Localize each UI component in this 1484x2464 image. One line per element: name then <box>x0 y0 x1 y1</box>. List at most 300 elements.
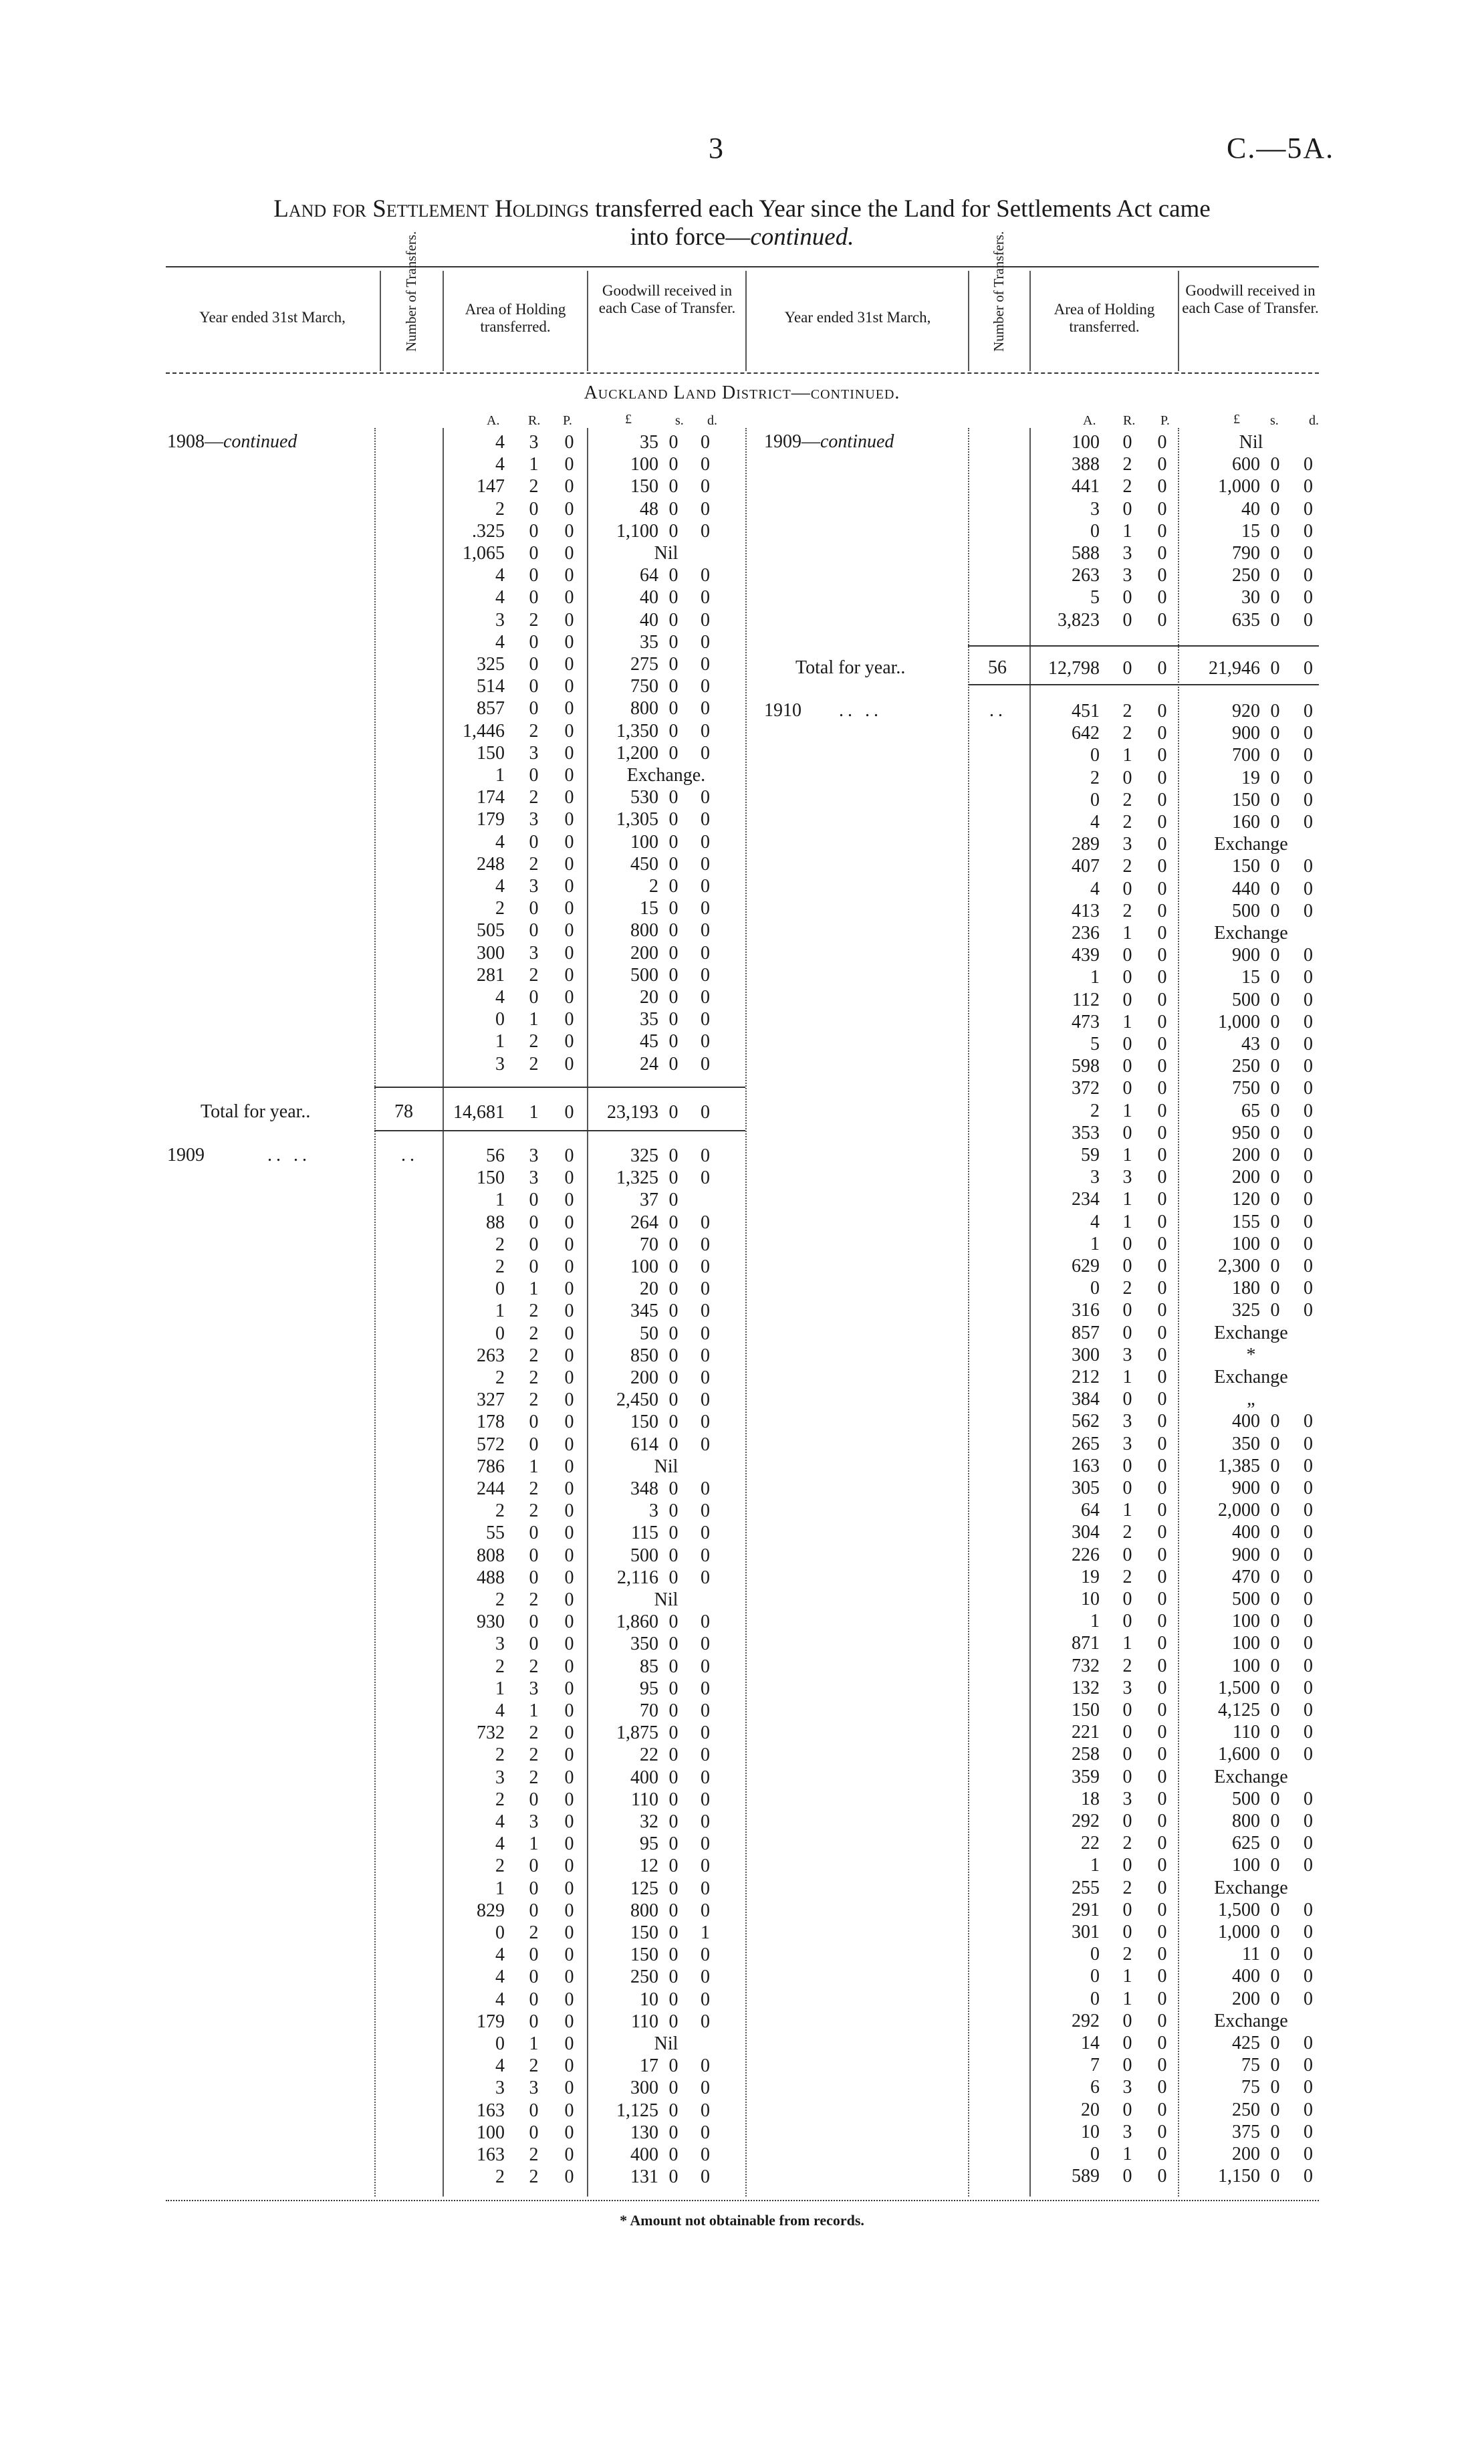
cell-goodwill-shillings: 0 <box>668 1234 678 1255</box>
cell-area-perches: 0 <box>1157 1034 1167 1054</box>
cell-area-perches: 0 <box>564 1678 574 1699</box>
cell-area-roods: 1 <box>1122 1011 1132 1032</box>
cell-area-acres: 3 <box>495 1053 505 1075</box>
cell-goodwill-pence: 0 <box>1304 1855 1313 1876</box>
cell-area-roods: 0 <box>529 1611 539 1633</box>
cell-goodwill-shillings: 0 <box>668 2144 678 2165</box>
cell-goodwill-pounds: 2 <box>649 876 658 897</box>
cell-area-acres: 2 <box>495 1789 505 1810</box>
cell-goodwill-shillings: 0 <box>1270 967 1280 988</box>
cell-area-roods: 2 <box>1122 1877 1132 1898</box>
cell-goodwill-pounds: 1,350 <box>616 720 658 742</box>
cell-area-acres: 829 <box>477 1900 505 1921</box>
cell-area-roods: 0 <box>529 1856 539 1877</box>
district-heading: Auckland Land District—continued. <box>584 382 900 403</box>
cell-goodwill-pounds: 100 <box>630 831 658 853</box>
cell-area-roods: 0 <box>1122 1855 1132 1876</box>
cell-area-acres: 857 <box>477 698 505 719</box>
cell-goodwill-pence: 0 <box>701 1367 710 1388</box>
cell-area-perches: 0 <box>564 876 574 897</box>
cell-area-acres: 291 <box>1072 1899 1100 1920</box>
cell-goodwill-shillings: 0 <box>668 1478 678 1499</box>
cell-goodwill-pence: 0 <box>701 1722 710 1744</box>
cell-area-roods: 0 <box>1122 878 1132 899</box>
cell-area-roods: 2 <box>1122 1655 1132 1676</box>
cell-area-perches: 0 <box>1157 565 1167 586</box>
cell-area-acres: 305 <box>1072 1478 1100 1498</box>
cell-area-acres: 732 <box>477 1722 505 1744</box>
cell-goodwill-pounds: 100 <box>1232 1633 1260 1654</box>
cell-goodwill-pounds: 21,946 <box>1209 658 1260 679</box>
cell-goodwill-pounds: 3 <box>649 1500 658 1522</box>
cell-goodwill-pounds: 43 <box>1241 1034 1260 1054</box>
cell-goodwill-pounds: 35 <box>640 631 658 653</box>
cell-goodwill-shillings: 0 <box>1270 1788 1280 1809</box>
cell-area-acres: 2 <box>1090 1100 1100 1121</box>
cell-area-roods: 0 <box>529 987 539 1008</box>
cell-goodwill-pence: 0 <box>701 1545 710 1566</box>
cell-area-acres: 150 <box>1072 1700 1100 1720</box>
table-row <box>0 2032 1484 2054</box>
cell-area-acres: 0 <box>495 1278 505 1300</box>
cell-area-acres: 4 <box>495 987 505 1008</box>
table-row <box>0 542 1484 564</box>
cell-goodwill-pounds: 400 <box>1232 1411 1260 1432</box>
cell-area-roods: 1 <box>1122 745 1132 766</box>
cell-goodwill-pounds: 15 <box>640 898 658 919</box>
cell-goodwill-pounds: 120 <box>1232 1189 1260 1210</box>
cell-area-acres: 808 <box>477 1545 505 1566</box>
cell-area-roods: 1 <box>1122 1988 1132 2009</box>
cell-area-perches: 0 <box>1157 2055 1167 2076</box>
cell-area-perches: 0 <box>1157 945 1167 966</box>
cell-goodwill-pounds: 470 <box>1232 1566 1260 1587</box>
cell-area-acres: 4 <box>495 1811 505 1832</box>
cell-goodwill-pence: 0 <box>701 1145 710 1166</box>
cell-area-roods: 0 <box>529 1434 539 1455</box>
cell-area-acres: 598 <box>1072 1056 1100 1077</box>
cell-area-acres: 562 <box>1072 1411 1100 1432</box>
table-row <box>0 1899 1484 1921</box>
cell-goodwill-pounds: 1,000 <box>1218 1011 1260 1032</box>
cell-area-roods: 0 <box>529 1944 539 1966</box>
cell-area-perches: 0 <box>564 1922 574 1943</box>
cell-area-perches: 0 <box>1157 1145 1167 1165</box>
year-label-1910: 1910 <box>764 700 801 721</box>
cell-goodwill-pence: 0 <box>1304 1167 1313 1188</box>
cell-area-perches: 0 <box>1157 1211 1167 1232</box>
cell-area-acres: 588 <box>1072 543 1100 564</box>
table-row <box>0 1255 1484 1277</box>
cell-goodwill-pounds: 32 <box>640 1811 658 1832</box>
cell-goodwill-shillings: 0 <box>668 1009 678 1030</box>
table-row <box>0 2121 1484 2143</box>
cell-area-perches: 0 <box>1157 1633 1167 1654</box>
cell-area-roods: 0 <box>529 565 539 586</box>
cell-goodwill-pence: 0 <box>1304 1500 1313 1521</box>
cell-goodwill-pence: 0 <box>701 498 710 520</box>
cell-area-acres: 2 <box>495 1367 505 1388</box>
cell-area-perches: 0 <box>564 1878 574 1899</box>
header-divider <box>587 271 588 371</box>
table-row <box>0 1077 1484 1099</box>
cell-area-perches: 0 <box>564 1856 574 1877</box>
cell-goodwill-shillings: 0 <box>668 1167 678 1189</box>
cell-area-roods: 3 <box>1122 1788 1132 1809</box>
cell-area-perches: 0 <box>1157 2077 1167 2098</box>
cell-goodwill-shillings: 0 <box>1270 1655 1280 1676</box>
table-row <box>0 1033 1484 1055</box>
cell-area-perches: 0 <box>1157 2121 1167 2142</box>
cell-area-perches: 0 <box>1157 1589 1167 1609</box>
cell-goodwill-pounds: Exchange <box>1214 923 1288 943</box>
cell-area-acres: 3 <box>1090 1167 1100 1188</box>
cell-area-perches: 0 <box>1157 1700 1167 1720</box>
cell-area-perches: 0 <box>1157 1411 1167 1432</box>
cell-goodwill-shillings: 0 <box>668 1323 678 1344</box>
cell-area-acres: 5 <box>1090 587 1100 608</box>
cell-area-acres: 2 <box>495 1256 505 1277</box>
cell-goodwill-pounds: 600 <box>1232 454 1260 475</box>
cell-area-acres: 265 <box>1072 1433 1100 1454</box>
cell-goodwill-shillings: 0 <box>668 2166 678 2188</box>
cell-area-acres: 2 <box>495 1745 505 1766</box>
cell-area-roods: 0 <box>529 587 539 608</box>
cell-goodwill-pence: 0 <box>1304 1189 1313 1210</box>
cell-area-perches: 0 <box>564 2122 574 2143</box>
cell-area-roods: 2 <box>529 787 539 808</box>
cell-goodwill-pence: 0 <box>1304 498 1313 520</box>
cell-area-perches: 0 <box>564 1031 574 1052</box>
cell-goodwill-pounds: 400 <box>630 2144 658 2165</box>
cell-goodwill-pence: 0 <box>1304 1922 1313 1942</box>
cell-area-acres: 4 <box>495 565 505 586</box>
cell-goodwill-pounds: 250 <box>630 1967 658 1988</box>
cell-area-perches: 0 <box>564 920 574 941</box>
cell-area-roods: 3 <box>529 432 539 453</box>
cell-area-perches: 0 <box>1157 1988 1167 2009</box>
cell-goodwill-pence: 0 <box>701 1567 710 1588</box>
cell-goodwill-pence: 0 <box>701 2078 710 2099</box>
cell-area-perches: 0 <box>564 498 574 520</box>
year-label-1908: 1908—continued <box>167 431 297 452</box>
cell-area-perches: 0 <box>564 1700 574 1721</box>
table-row <box>0 1743 1484 1765</box>
cell-area-acres: 4 <box>495 1700 505 1721</box>
cell-goodwill-pounds: 12 <box>640 1856 658 1877</box>
cell-area-acres: 2 <box>495 1589 505 1610</box>
cell-area-acres: 0 <box>1090 1944 1100 1965</box>
cell-area-roods: 0 <box>1122 1256 1132 1276</box>
cell-area-roods: 3 <box>529 809 539 830</box>
cell-goodwill-pence: 0 <box>1304 1300 1313 1321</box>
cell-goodwill-shillings: 0 <box>1270 1167 1280 1188</box>
cell-goodwill-pounds: 614 <box>630 1434 658 1455</box>
cell-area-perches: 0 <box>564 1145 574 1166</box>
table-row <box>0 586 1484 608</box>
cell-goodwill-shillings: 0 <box>668 1278 678 1300</box>
cell-goodwill-pence: 0 <box>701 1634 710 1655</box>
cell-goodwill-shillings: 0 <box>1270 1677 1280 1698</box>
cell-goodwill-shillings: 0 <box>668 2055 678 2077</box>
cell-area-acres: 4 <box>495 587 505 608</box>
cell-area-roods: 1 <box>1122 1966 1132 1987</box>
cell-area-perches: 0 <box>1157 1811 1167 1831</box>
cell-goodwill-pence: 0 <box>701 1878 710 1899</box>
cell-area-perches: 0 <box>1157 1100 1167 1121</box>
cell-area-perches: 0 <box>564 1167 574 1189</box>
cell-area-perches: 0 <box>1157 2144 1167 2164</box>
cell-goodwill-pence: 0 <box>701 520 710 542</box>
cell-goodwill-pence: 0 <box>1304 812 1313 832</box>
cell-goodwill-pence: 0 <box>1304 989 1313 1010</box>
cell-area-acres: 3 <box>495 609 505 631</box>
cell-goodwill-pounds: 800 <box>1232 1811 1260 1831</box>
cell-goodwill-shillings: 0 <box>668 1767 678 1788</box>
cell-goodwill-pence: 0 <box>701 1811 710 1832</box>
cell-goodwill-pounds: 100 <box>1232 1655 1260 1676</box>
cell-goodwill-shillings: 0 <box>668 1833 678 1855</box>
cell-area-roods: 1 <box>529 454 539 475</box>
table-row <box>0 431 1484 453</box>
cell-area-roods: 2 <box>1122 476 1132 497</box>
cell-area-roods: 2 <box>529 1345 539 1366</box>
cell-area-roods: 0 <box>1122 1744 1132 1765</box>
cell-goodwill-pounds: 275 <box>630 654 658 675</box>
cell-goodwill-pounds: 2,300 <box>1218 1256 1260 1276</box>
cell-goodwill-shillings: 0 <box>1270 701 1280 721</box>
cell-area-perches: 0 <box>564 1478 574 1499</box>
table-row <box>0 1854 1484 1876</box>
total-label-1908: Total for year.. <box>201 1101 311 1122</box>
cell-goodwill-pence: 0 <box>701 853 710 875</box>
cell-area-acres: 0 <box>495 1323 505 1344</box>
cell-area-acres: 163 <box>1072 1455 1100 1476</box>
cell-goodwill-pence: 0 <box>701 831 710 853</box>
cell-area-perches: 0 <box>564 853 574 875</box>
cell-area-roods: 0 <box>1122 989 1132 1010</box>
cell-goodwill-pence: 0 <box>701 2144 710 2165</box>
unit-pounds-right: £ <box>1233 412 1240 427</box>
cell-goodwill-pounds: 95 <box>640 1833 658 1855</box>
table-row <box>0 1166 1484 1188</box>
cell-goodwill-shillings: 0 <box>1270 1522 1280 1543</box>
cell-goodwill-pence: 0 <box>701 809 710 830</box>
cell-goodwill-pence: 0 <box>1304 1145 1313 1165</box>
cell-goodwill-shillings: 0 <box>668 1212 678 1233</box>
cell-area-roods: 2 <box>529 1053 539 1075</box>
cell-goodwill-shillings: 0 <box>1270 1189 1280 1210</box>
cell-goodwill-pounds: 900 <box>1232 1544 1260 1565</box>
cell-goodwill-shillings: 0 <box>668 1611 678 1633</box>
cell-area-acres: 4 <box>495 1967 505 1988</box>
cell-area-roods: 2 <box>1122 723 1132 744</box>
cell-area-roods: 0 <box>1122 1056 1132 1077</box>
cell-goodwill-pounds: 264 <box>630 1212 658 1233</box>
cell-goodwill-pence: 0 <box>701 987 710 1008</box>
cell-goodwill-shillings: 0 <box>668 1967 678 1988</box>
cell-goodwill-pounds: 1,500 <box>1218 1677 1260 1698</box>
cell-goodwill-pounds: 200 <box>1232 1145 1260 1165</box>
cell-area-acres: 572 <box>477 1434 505 1455</box>
cell-area-perches: 0 <box>1157 856 1167 877</box>
cell-area-acres: 244 <box>477 1478 505 1499</box>
cell-area-acres: 0 <box>1090 745 1100 766</box>
cell-goodwill-pence: 0 <box>1304 1833 1313 1854</box>
cell-goodwill-pounds: 85 <box>640 1656 658 1677</box>
cell-goodwill-pounds: 950 <box>1232 1122 1260 1143</box>
cell-goodwill-pence: 0 <box>1304 878 1313 899</box>
cell-area-acres: 150 <box>477 742 505 764</box>
cell-area-perches: 0 <box>1157 1478 1167 1498</box>
cell-goodwill-pounds: 1,000 <box>1218 1922 1260 1942</box>
cell-goodwill-pounds: 500 <box>1232 1788 1260 1809</box>
unit-perches-right: P. <box>1160 413 1170 428</box>
cell-goodwill-pounds: 180 <box>1232 1278 1260 1299</box>
table-row <box>0 631 1484 653</box>
cell-goodwill-pence: 0 <box>1304 1966 1313 1987</box>
cell-goodwill-pounds: 1,150 <box>1218 2166 1260 2187</box>
cell-goodwill-pounds: 40 <box>640 609 658 631</box>
table-row <box>0 811 1484 833</box>
cell-area-perches: 0 <box>564 1989 574 2010</box>
unit-acres-right: A. <box>1083 413 1096 428</box>
cell-area-perches: 0 <box>1157 2010 1167 2031</box>
cell-area-roods: 3 <box>1122 1344 1132 1365</box>
cell-area-acres: 2 <box>1090 767 1100 788</box>
page-number: 3 <box>709 132 723 164</box>
cell-area-acres: 388 <box>1072 454 1100 475</box>
table-row <box>0 1122 1484 1144</box>
cell-area-acres: 1 <box>495 1878 505 1899</box>
cell-goodwill-shillings: 0 <box>668 1256 678 1277</box>
cell-area-acres: 292 <box>1072 2010 1100 2031</box>
cell-goodwill-shillings: 0 <box>668 654 678 675</box>
cell-goodwill-shillings: 0 <box>668 920 678 941</box>
cell-goodwill-shillings: 0 <box>668 1989 678 2010</box>
cell-goodwill-pence: 0 <box>1304 1100 1313 1121</box>
cell-goodwill-pounds: 500 <box>630 1545 658 1566</box>
cell-goodwill-pounds: 325 <box>1232 1300 1260 1321</box>
cell-area-perches: 0 <box>1157 1078 1167 1099</box>
cell-area-perches: 0 <box>1157 1300 1167 1321</box>
cell-area-perches: 0 <box>1157 587 1167 608</box>
table-row <box>0 1988 1484 2010</box>
cell-goodwill-pence: 0 <box>1304 2033 1313 2053</box>
cell-area-roods: 0 <box>1122 1589 1132 1609</box>
table-row <box>0 1344 1484 1366</box>
cell-goodwill-shillings: 0 <box>668 2078 678 2099</box>
cell-goodwill-pounds: 400 <box>630 1767 658 1788</box>
table-row <box>0 1943 1484 1965</box>
table-row <box>0 1433 1484 1455</box>
cell-area-perches: 0 <box>564 1301 574 1322</box>
cell-area-perches: 0 <box>564 2144 574 2165</box>
cell-area-perches: 0 <box>564 2078 574 2099</box>
cell-goodwill-shillings: 0 <box>668 432 678 453</box>
cell-area-perches: 0 <box>1157 1256 1167 1276</box>
cell-area-roods: 2 <box>1122 789 1132 810</box>
cell-goodwill-pounds: 500 <box>630 964 658 986</box>
cell-goodwill-pounds: 95 <box>640 1678 658 1699</box>
cell-area-perches: 0 <box>1157 1322 1167 1343</box>
title-continued: continued. <box>750 223 854 251</box>
cell-goodwill-pence: 0 <box>1304 1655 1313 1676</box>
cell-goodwill-pounds: 75 <box>1241 2055 1260 2076</box>
cell-goodwill-pence: 0 <box>1304 1211 1313 1232</box>
cell-goodwill-pounds: 15 <box>1241 520 1260 542</box>
cell-area-roods: 3 <box>1122 543 1132 564</box>
cell-area-roods: 3 <box>529 942 539 964</box>
cell-area-roods: 2 <box>1122 900 1132 921</box>
cell-area-perches: 0 <box>1157 2166 1167 2187</box>
cell-goodwill-pence: 0 <box>701 2122 710 2143</box>
cell-goodwill-shillings: 0 <box>1270 658 1280 679</box>
cell-area-acres: 488 <box>477 1567 505 1588</box>
cell-goodwill-pence: 0 <box>701 1345 710 1366</box>
cell-goodwill-pence: 0 <box>701 609 710 631</box>
cell-area-roods: 3 <box>529 2078 539 2099</box>
cell-area-roods: 0 <box>1122 2033 1132 2053</box>
cell-goodwill-pence: 0 <box>701 1989 710 2010</box>
bottom-rule <box>166 2200 1319 2201</box>
cell-area-perches: 0 <box>1157 476 1167 497</box>
cell-goodwill-shillings: 0 <box>1270 1944 1280 1965</box>
cell-goodwill-pounds: Exchange <box>1214 1877 1288 1898</box>
cell-area-acres: 226 <box>1072 1544 1100 1565</box>
cell-goodwill-pence: 0 <box>1304 701 1313 721</box>
cell-goodwill-pounds: 625 <box>1232 1833 1260 1854</box>
cell-goodwill-pounds: 635 <box>1232 609 1260 631</box>
cell-goodwill-shillings: 0 <box>668 1500 678 1522</box>
table-row <box>0 1011 1484 1033</box>
table-row <box>0 1322 1484 1344</box>
unit-pence-right: d. <box>1309 413 1319 428</box>
cell-goodwill-shillings: 0 <box>1270 1833 1280 1854</box>
cell-area-perches: 0 <box>1157 701 1167 721</box>
cell-area-perches: 0 <box>1157 1056 1167 1077</box>
cell-goodwill-pence: 0 <box>1304 1811 1313 1831</box>
cell-goodwill-pounds: 125 <box>630 1878 658 1899</box>
cell-area-acres: 0 <box>1090 2144 1100 2164</box>
cell-goodwill-shillings: 0 <box>668 1722 678 1744</box>
cell-goodwill-pence: 0 <box>1304 1011 1313 1032</box>
cell-goodwill-shillings: 0 <box>1270 1455 1280 1476</box>
cell-goodwill-shillings: 0 <box>1270 945 1280 966</box>
cell-goodwill-pounds: 160 <box>1232 812 1260 832</box>
cell-area-roods: 3 <box>529 742 539 764</box>
cell-area-perches: 0 <box>1157 834 1167 855</box>
cell-goodwill-pounds: 400 <box>1232 1966 1260 1987</box>
cell-goodwill-shillings: 0 <box>1270 1544 1280 1565</box>
cell-area-roods: 0 <box>1122 1700 1132 1720</box>
cell-area-acres: 4 <box>495 631 505 653</box>
cell-area-perches: 0 <box>564 942 574 964</box>
cell-goodwill-pence: 0 <box>1304 745 1313 766</box>
cell-area-roods: 3 <box>1122 1411 1132 1432</box>
cell-area-perches: 0 <box>1157 878 1167 899</box>
cell-goodwill-shillings: 0 <box>1270 2055 1280 2076</box>
cell-area-acres: 505 <box>477 920 505 941</box>
cell-goodwill-pounds: 64 <box>640 565 658 586</box>
cell-goodwill-shillings: 0 <box>1270 1100 1280 1121</box>
cell-area-acres: 4 <box>495 876 505 897</box>
cell-area-acres: 0 <box>1090 789 1100 810</box>
cell-area-acres: 14 <box>1081 2033 1100 2053</box>
cell-area-acres: 3,823 <box>1058 609 1100 631</box>
cell-area-roods: 0 <box>529 1523 539 1544</box>
cell-goodwill-shillings: 0 <box>1270 2121 1280 2142</box>
